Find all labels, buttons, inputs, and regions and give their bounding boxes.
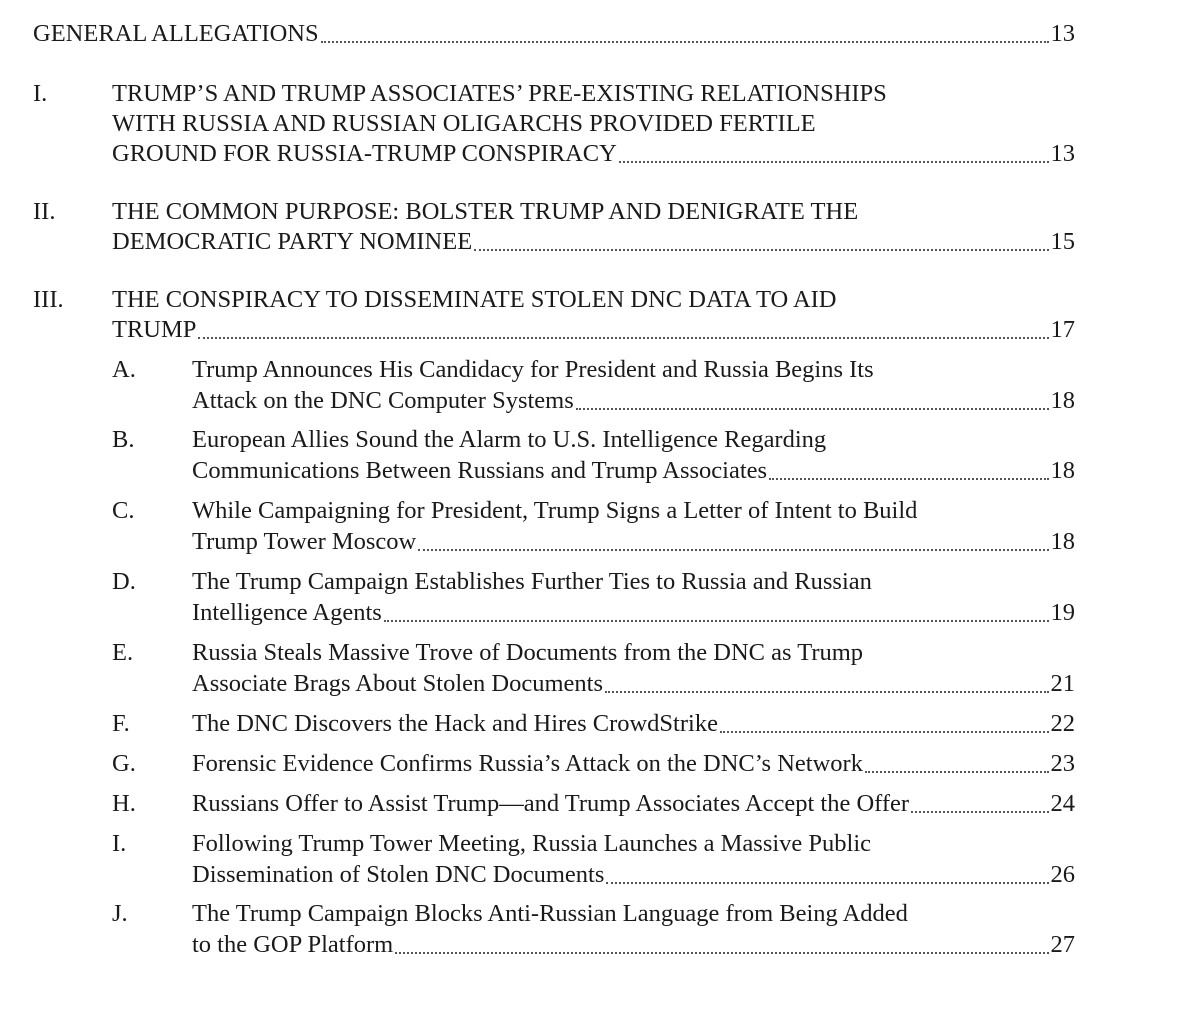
- subsection-letter: C.: [112, 497, 135, 524]
- leader-dots: [720, 730, 1049, 733]
- toc-entry-title: Following Trump Tower Meeting, Russia Launches a Massive Public: [192, 830, 872, 857]
- toc-entry-title: Attack on the DNC Computer Systems: [192, 387, 574, 414]
- toc-entry-title: WITH RUSSIA AND RUSSIAN OLIGARCHS PROVIDED FERTILE: [112, 110, 816, 137]
- section-numeral: II.: [33, 198, 56, 225]
- toc-page-number: 27: [1050, 931, 1075, 958]
- toc-entry-subsection-c: [192, 526, 1075, 558]
- leader-dots: [911, 810, 1048, 813]
- toc-entry-subsection-b: [192, 455, 1075, 487]
- toc-entry-title: Russians Offer to Assist Trump—and Trump Associates Accept the Offer: [192, 790, 910, 817]
- toc-entry-title: The Trump Campaign Establishes Further Ties to Russia and Russian: [192, 568, 872, 595]
- toc-entry-title: While Campaigning for President, Trump Signs a Letter of Intent to Build: [192, 497, 918, 524]
- toc-page-number: 21: [1050, 670, 1075, 697]
- toc-entry-title: to the GOP Platform: [192, 931, 394, 958]
- toc-entry-subsection-a: [192, 385, 1075, 417]
- toc-page-number: 19: [1050, 599, 1075, 626]
- toc-entry-title: Intelligence Agents: [192, 599, 382, 626]
- subsection-letter: I.: [112, 830, 127, 857]
- toc-entry-section-3: [112, 314, 1075, 346]
- subsection-letter: H.: [112, 790, 136, 817]
- toc-entry-subsection-e: [192, 668, 1075, 700]
- section-numeral: III.: [33, 286, 64, 313]
- toc-page-number: 26: [1050, 861, 1075, 888]
- leader-dots: [769, 477, 1048, 480]
- toc-page-number: 18: [1050, 387, 1075, 414]
- leader-dots: [576, 407, 1049, 410]
- leader-dots: [605, 690, 1048, 693]
- subsection-letter: B.: [112, 426, 135, 453]
- toc-entry-title: Communications Between Russians and Trump Associates: [192, 457, 768, 484]
- toc-entry-title: GENERAL ALLEGATIONS: [33, 20, 319, 47]
- toc-entry-subsection-f: [192, 708, 1075, 740]
- toc-entry-title: TRUMP’S AND TRUMP ASSOCIATES’ PRE-EXISTING RELATIONSHIPS: [112, 80, 887, 107]
- leader-dots: [321, 40, 1049, 43]
- toc-entry-title: Associate Brags About Stolen Documents: [192, 670, 604, 697]
- toc-entry-subsection-g: [192, 748, 1075, 780]
- toc-entry-title: THE COMMON PURPOSE: BOLSTER TRUMP AND DENIGRATE THE: [112, 198, 859, 225]
- subsection-letter: D.: [112, 568, 136, 595]
- toc-entry-subsection-h: [192, 788, 1075, 820]
- subsection-letter: E.: [112, 639, 134, 666]
- leader-dots: [198, 336, 1048, 339]
- toc-entry-title: Dissemination of Stolen DNC Documents: [192, 861, 605, 888]
- toc-page-number: 13: [1050, 140, 1075, 167]
- leader-dots: [606, 881, 1048, 884]
- subsection-letter: G.: [112, 750, 136, 777]
- toc-entry-title: DEMOCRATIC PARTY NOMINEE: [112, 228, 473, 255]
- leader-dots: [418, 548, 1048, 551]
- toc-entry-title: Trump Announces His Candidacy for President and Russia Begins Its: [192, 356, 874, 383]
- leader-dots: [619, 160, 1049, 163]
- toc-entry-section-2: [112, 226, 1075, 258]
- toc-entry-title: Trump Tower Moscow: [192, 528, 417, 555]
- toc-entry-title: The Trump Campaign Blocks Anti-Russian Language from Being Added: [192, 900, 908, 927]
- toc-entry-title: TRUMP: [112, 316, 197, 343]
- toc-entry-title: European Allies Sound the Alarm to U.S. Intelligence Regarding: [192, 426, 827, 453]
- toc-entry-title: Forensic Evidence Confirms Russia’s Attack on the DNC’s Network: [192, 750, 863, 777]
- toc-entry-title: THE CONSPIRACY TO DISSEMINATE STOLEN DNC DATA TO AID: [112, 286, 837, 313]
- toc-entry-title: Russia Steals Massive Trove of Documents from the DNC as Trump: [192, 639, 864, 666]
- toc-page-number: 17: [1050, 316, 1075, 343]
- toc-entry-section-1: [112, 138, 1075, 170]
- leader-dots: [384, 619, 1049, 622]
- toc-entry-title: GROUND FOR RUSSIA-TRUMP CONSPIRACY: [112, 140, 617, 167]
- subsection-letter: J.: [112, 900, 128, 927]
- subsection-letter: F.: [112, 710, 130, 737]
- toc-page-number: 18: [1050, 528, 1075, 555]
- toc-page-number: 22: [1050, 710, 1075, 737]
- section-numeral: I.: [33, 80, 48, 107]
- toc-page-number: 24: [1050, 790, 1075, 817]
- toc-entry-general: [33, 18, 1075, 50]
- toc-entry-subsection-d: [192, 597, 1075, 629]
- leader-dots: [395, 951, 1048, 954]
- toc-entry-subsection-i: [192, 859, 1075, 891]
- leader-dots: [865, 770, 1049, 773]
- leader-dots: [474, 248, 1048, 251]
- toc-entry-subsection-j: [192, 929, 1075, 961]
- toc-page-number: 23: [1050, 750, 1075, 777]
- toc-page-number: 15: [1050, 228, 1075, 255]
- toc-entry-title: The DNC Discovers the Hack and Hires CrowdStrike: [192, 710, 718, 737]
- toc-page-number: 13: [1050, 20, 1075, 47]
- subsection-letter: A.: [112, 356, 136, 383]
- toc-page-number: 18: [1050, 457, 1075, 484]
